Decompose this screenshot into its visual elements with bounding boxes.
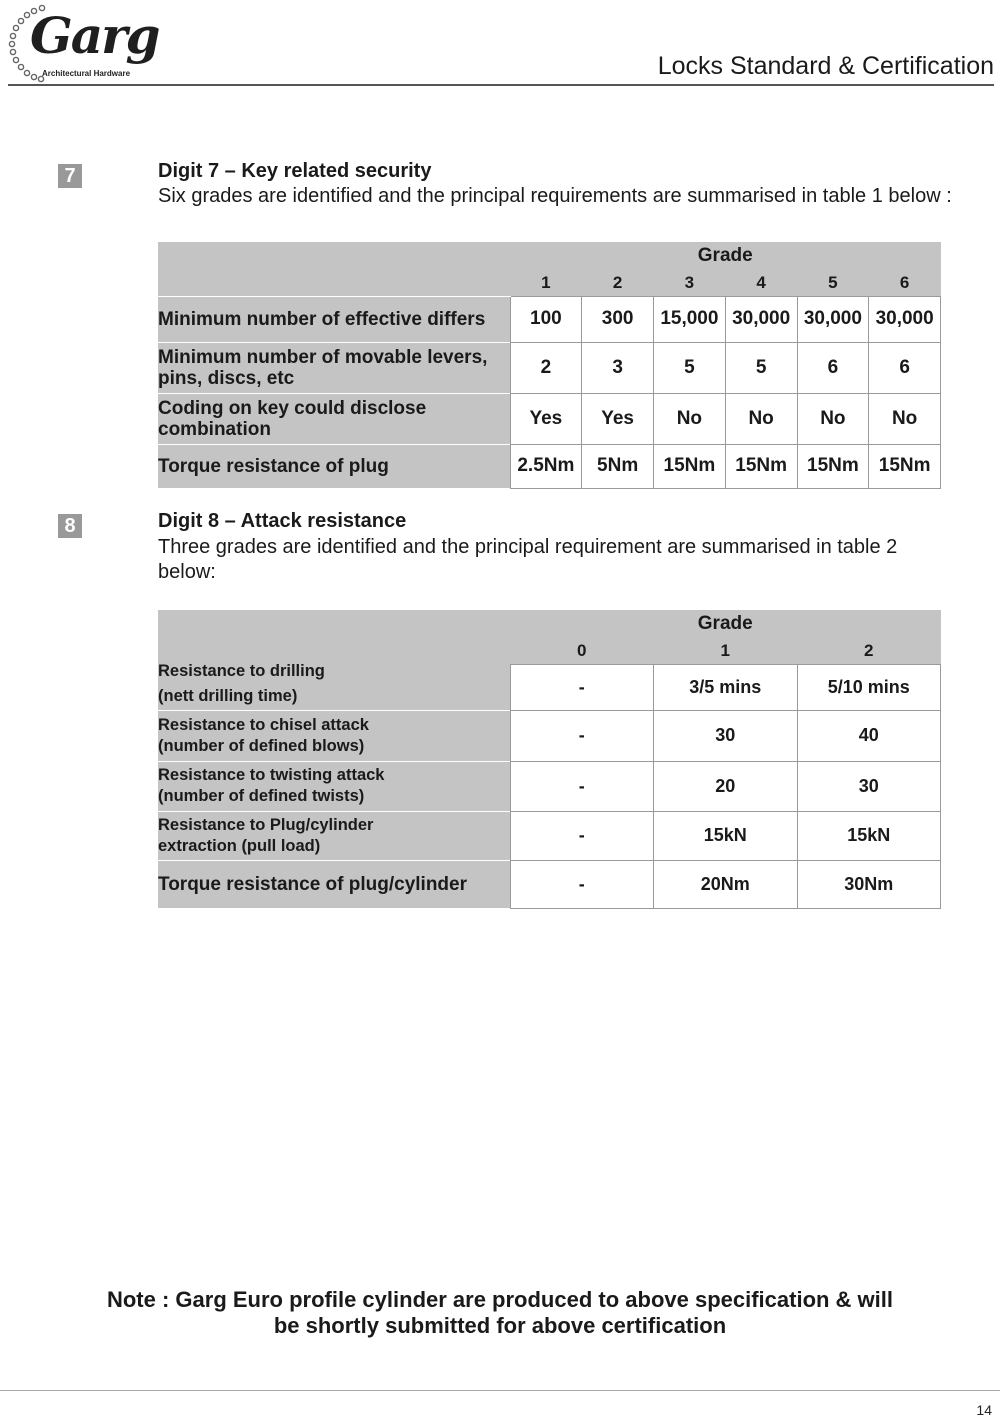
row-label: Minimum number of effective differs <box>158 296 510 342</box>
table-cell: No <box>797 393 869 444</box>
grade-number: 6 <box>869 270 941 296</box>
table-cell: No <box>725 393 797 444</box>
grade-header: Grade <box>510 242 941 270</box>
row-label-line: (number of defined twists) <box>158 787 365 805</box>
section-7-intro: Six grades are identified and the principal requirements are summarised in table 1 below : <box>158 185 952 207</box>
row-label-line: extraction (pull load) <box>158 836 321 855</box>
row-label-line: (nett drilling time) <box>158 686 298 705</box>
page-number: 14 <box>976 1402 992 1418</box>
table-cell: 5Nm <box>582 444 654 488</box>
table-row <box>158 860 941 908</box>
table-cell: 15kN <box>797 811 941 860</box>
row-label <box>158 761 510 811</box>
table-cell: 30Nm <box>797 860 941 908</box>
table-cell: 100 <box>510 296 582 342</box>
section-7-heading: Digit 7 – Key related security <box>158 160 432 182</box>
grade-number: 1 <box>510 270 582 296</box>
row-label-line: Resistance to chisel attack <box>158 715 369 734</box>
row-label <box>158 710 510 761</box>
grade-number: 2 <box>797 638 941 664</box>
row-label: Torque resistance of plug/cylinder <box>158 860 510 908</box>
row-label: Torque resistance of plug <box>158 444 510 488</box>
table-cell: 30,000 <box>869 296 941 342</box>
grade-number: 1 <box>654 638 798 664</box>
section-8-heading: Digit 8 – Attack resistance <box>158 510 407 532</box>
table-cell: 30,000 <box>725 296 797 342</box>
section-7-badge: 7 <box>58 164 82 188</box>
note-line: Note : Garg Euro profile cylinder are produced to above specification & will <box>106 1287 894 1312</box>
table-row <box>158 761 941 811</box>
header-divider <box>8 84 994 86</box>
page-title: Locks Standard & Certification <box>657 52 994 80</box>
table-row <box>158 664 941 710</box>
table-cell: 5 <box>654 342 726 393</box>
table-cell: Yes <box>582 393 654 444</box>
note-line: be shortly submitted for above certification <box>273 1313 727 1338</box>
table-row <box>158 811 941 860</box>
table-cell: - <box>510 811 654 860</box>
certification-note <box>40 1287 960 1339</box>
row-label-line: Resistance to twisting attack <box>158 766 385 784</box>
table-cell: 5 <box>725 342 797 393</box>
row-label-line: Resistance to Plug/cylinder <box>158 815 374 834</box>
table-cell: - <box>510 664 654 710</box>
row-label: Minimum number of movable levers, pins, discs, etc <box>158 342 510 393</box>
table-cell: Yes <box>510 393 582 444</box>
table-cell: 300 <box>582 296 654 342</box>
section-8-intro: Three grades are identified and the principal requirement are summarised in table 2 below: <box>158 536 898 583</box>
table-row <box>158 393 941 444</box>
table-cell: 30,000 <box>797 296 869 342</box>
grade-number: 4 <box>725 270 797 296</box>
table-row <box>158 444 941 488</box>
table-row <box>158 710 941 761</box>
table-cell: - <box>510 761 654 811</box>
table-row <box>158 296 941 342</box>
brand-logo <box>6 2 159 84</box>
row-label <box>158 661 510 710</box>
table-cell: 30 <box>797 761 941 811</box>
grade-number: 2 <box>582 270 654 296</box>
grade-number: 5 <box>797 270 869 296</box>
table-cell: 6 <box>869 342 941 393</box>
table-cell: 15Nm <box>654 444 726 488</box>
table-row <box>158 342 941 393</box>
table-cell: - <box>510 710 654 761</box>
grade-header: Grade <box>510 610 941 638</box>
table-cell: 20 <box>654 761 798 811</box>
grade-number: 3 <box>654 270 726 296</box>
table-cell: 40 <box>797 710 941 761</box>
table-corner <box>158 242 510 296</box>
row-label-line: (number of defined blows) <box>158 736 365 755</box>
table-attack-resistance <box>158 610 941 909</box>
table-cell: No <box>869 393 941 444</box>
table-cell: 15Nm <box>797 444 869 488</box>
table-cell: 5/10 mins <box>797 664 941 710</box>
table-cell: 2.5Nm <box>510 444 582 488</box>
row-label <box>158 811 510 860</box>
table-cell: 6 <box>797 342 869 393</box>
logo-wordmark: Garg <box>30 6 159 65</box>
table-cell: 30 <box>654 710 798 761</box>
table-cell: 15Nm <box>869 444 941 488</box>
table-cell: 2 <box>510 342 582 393</box>
table-key-security <box>158 242 941 489</box>
table-cell: 15Nm <box>725 444 797 488</box>
table-cell: 3/5 mins <box>654 664 798 710</box>
section-8-badge: 8 <box>58 514 82 538</box>
footer-divider <box>0 1390 1000 1391</box>
table-cell: 15,000 <box>654 296 726 342</box>
table-cell: 15kN <box>654 811 798 860</box>
row-label: Coding on key could disclose combination <box>158 393 510 444</box>
table-cell: 3 <box>582 342 654 393</box>
logo-tagline: Architectural Hardware <box>42 69 131 78</box>
grade-number: 0 <box>510 638 654 664</box>
table-cell: - <box>510 860 654 908</box>
table-corner <box>158 610 510 664</box>
table-cell: 20Nm <box>654 860 798 908</box>
row-label-line: Resistance to drilling <box>158 661 325 680</box>
table-cell: No <box>654 393 726 444</box>
